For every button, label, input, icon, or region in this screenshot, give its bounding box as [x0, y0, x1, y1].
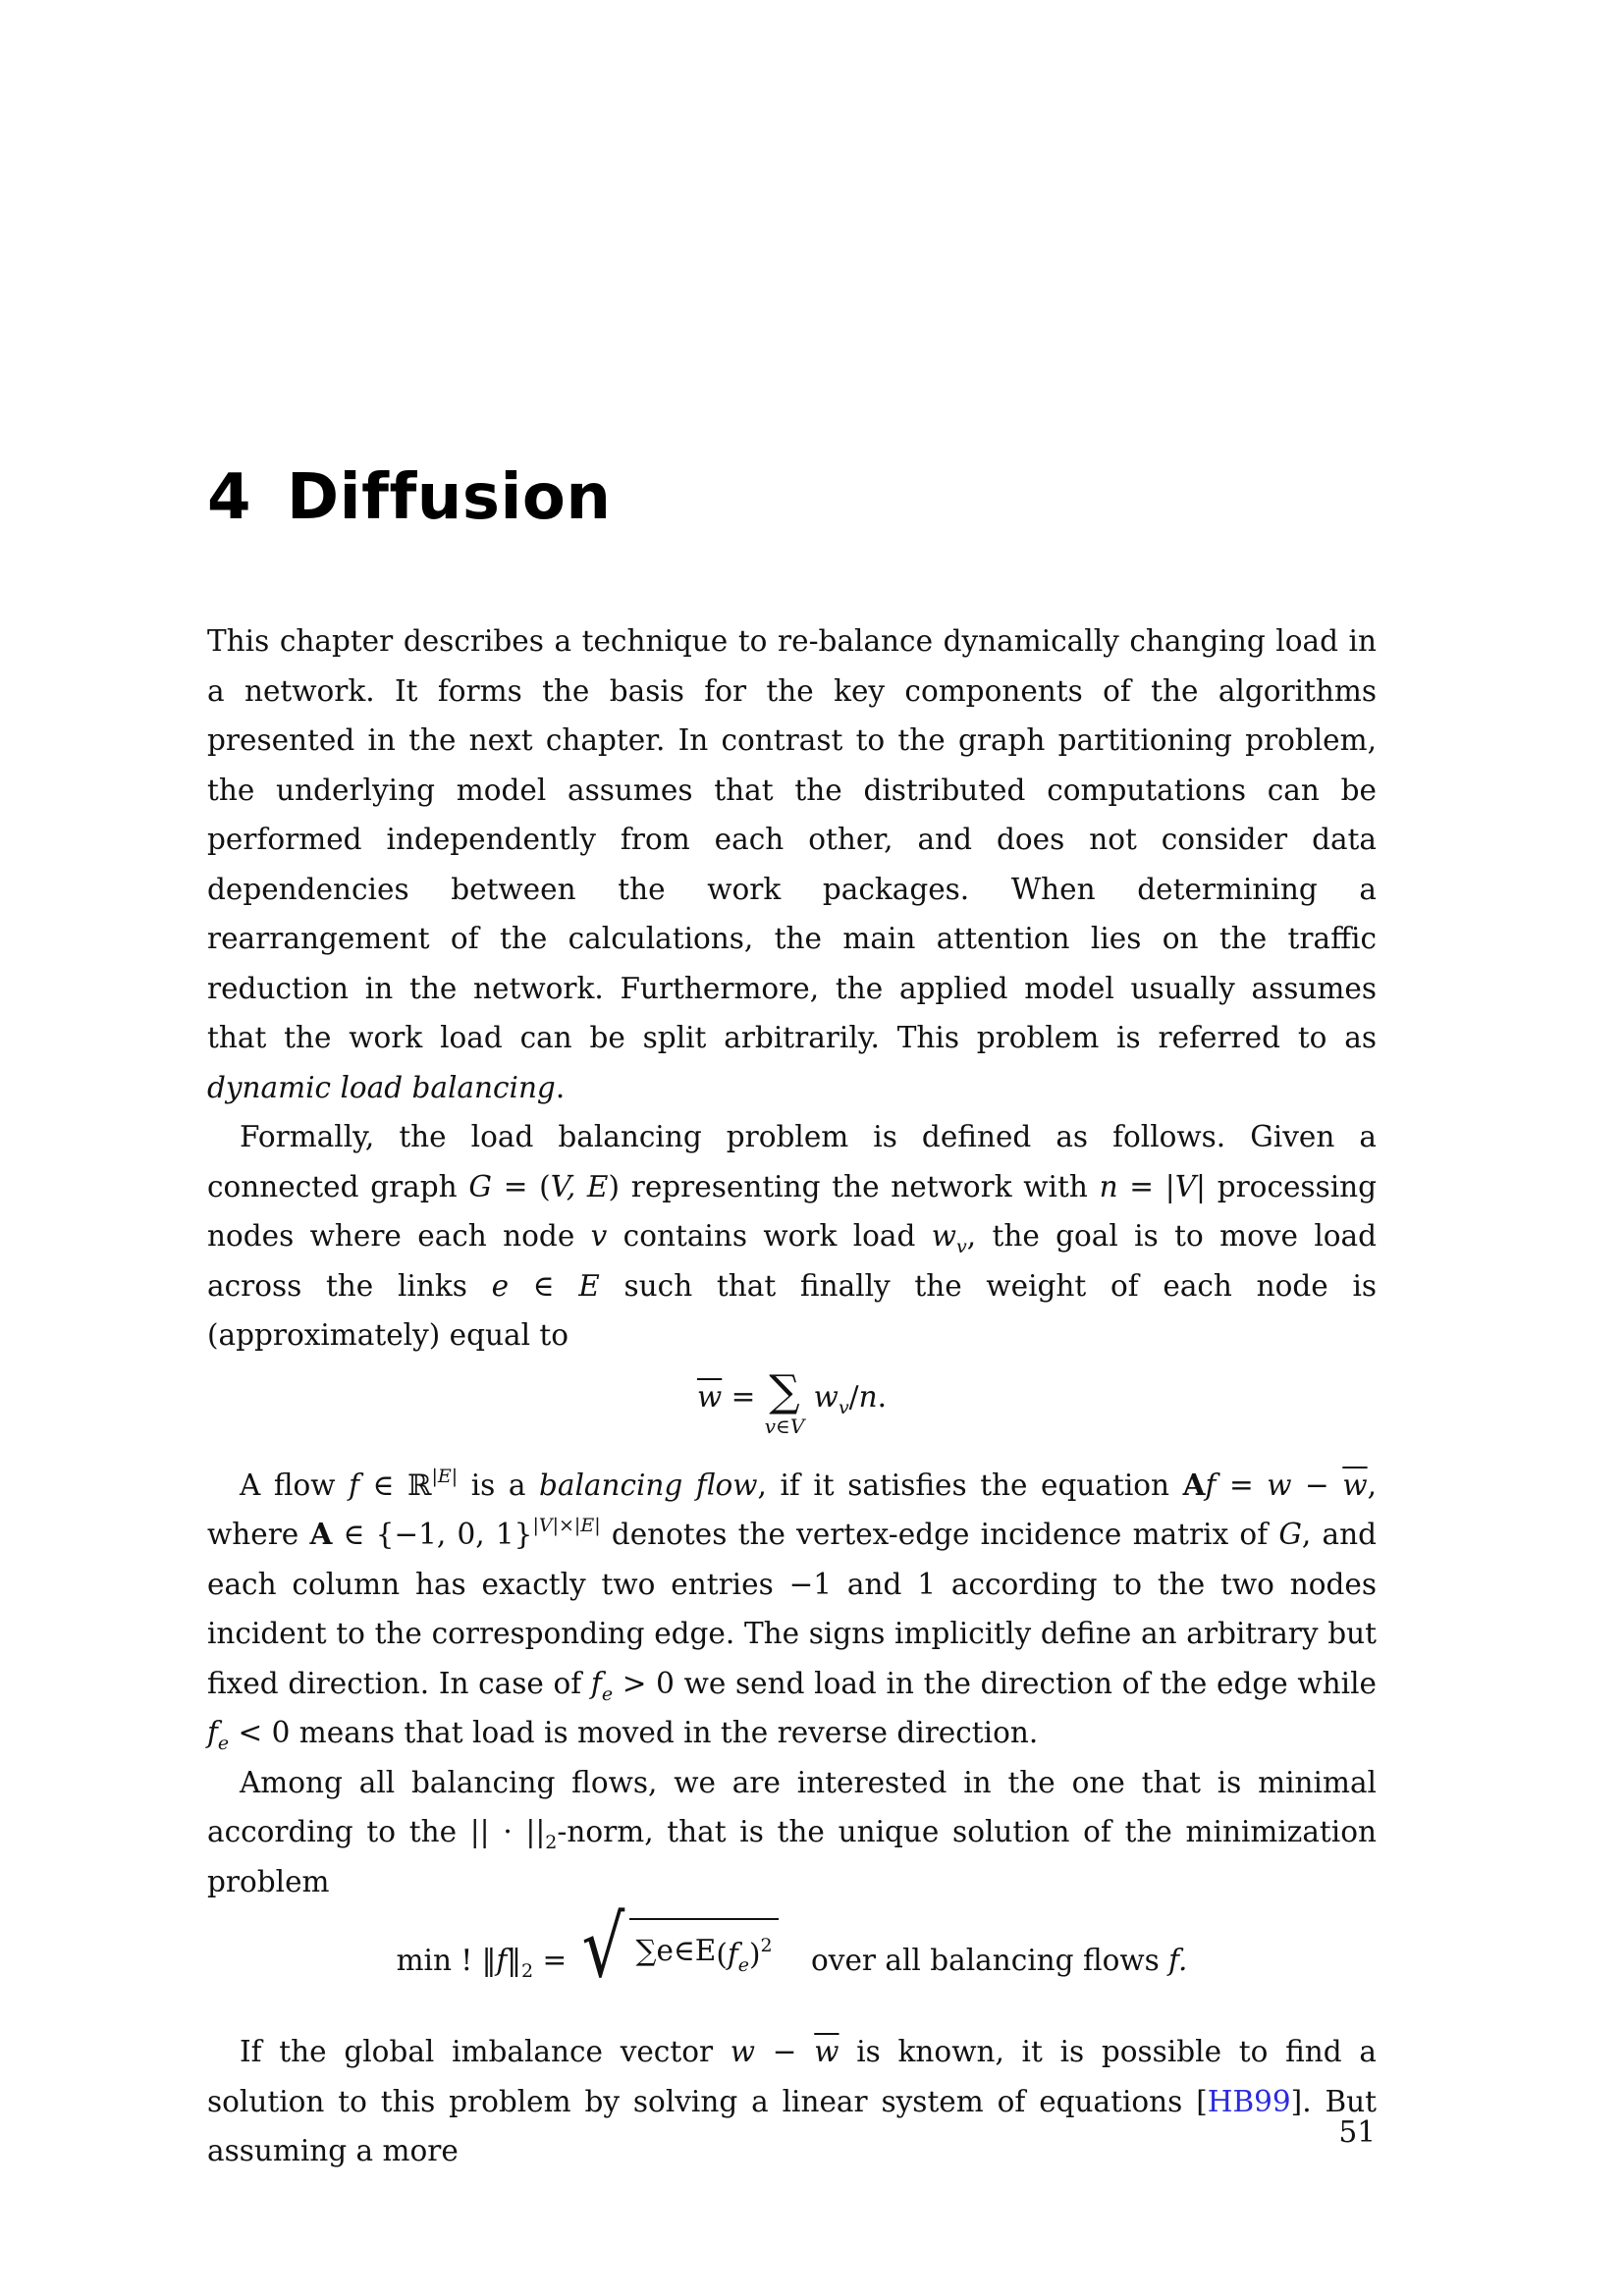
paragraph-4 [207, 1758, 1377, 1907]
chapter-number: 4 [207, 461, 252, 534]
paragraph-4-text: Among all balancing flows, we are interested in the one that is minimal according to the || · || [207, 1765, 1377, 1848]
paragraph-3-text-d: , where [207, 1468, 1377, 1551]
paragraph-3-text-g: we send load in the direction of the edge while [674, 1666, 1377, 1700]
term-dynamic-load-balancing: dynamic load balancing [207, 1070, 556, 1104]
paragraph-3-text-h: means that load is moved in the reverse direction. [290, 1716, 1039, 1749]
sum-symbol-2: ∑ [635, 1934, 657, 1967]
square-root: √ $\sum e\in E(f_e)^2$ [576, 1914, 779, 1987]
equation-2-subscript: e∈E [656, 1934, 717, 1967]
paragraph-1 [207, 616, 1377, 1112]
paragraph-5-text-b: is known, it is possible to find a solution to this problem by solving a linear system of equations [207, 2035, 1377, 2118]
paragraph-5-text-c: . But assuming a more [207, 2084, 1377, 2167]
chapter-title [207, 461, 611, 534]
paragraph-3-text-f: , and each column has exactly two entries −1 and 1 according to the two nodes incident to the corresponding edge. The signs implicitly define an arbitrary but fixed direction. In case of [207, 1518, 1377, 1700]
citation-link[interactable]: HB99 [1207, 2084, 1291, 2118]
page-number: 51 [1338, 2115, 1376, 2149]
paragraph-3-text-c: , if it satisfies the equation [757, 1468, 1183, 1502]
paragraph-3: A flow f ∈ ℝ$^{|E|}$ is a balancing flow, if it satisfies the equation $Af = w - \overline{w}$, where A ∈ {−1, 0, 1}$^{|V|\times|E|}$ denotes the vertex-edge incidence matrix of G, and each column has exactly two entries −1 and 1 according to the two nodes incident to the corresponding edge. The signs implicitly define an arbitrary but fixed direction. In case of $f_e > 0$ we send load in the direction of the edge while $f_e < 0$ means that load is moved in the reverse direction. [207, 1465, 1377, 1754]
math-graph: G [468, 1169, 492, 1203]
math-n: n [1099, 1169, 1118, 1203]
norm-subscript: 2 [545, 1832, 558, 1853]
paragraph-3-text-e: denotes the vertex-edge incidence matrix of [600, 1518, 1279, 1551]
math-e-in-E: e [491, 1268, 510, 1303]
equation-2-f: f. [1168, 1944, 1188, 1977]
body-text [207, 616, 1377, 2176]
paragraph-1-text: This chapter describes a technique to re-balance dynamically changing load in a network. It forms the basis for the key components of the algorithms presented in the next chapter. In contrast to the graph partitioning problem, the underlying model assumes that the distributed computations can be performed independently from each other, and does not consider data dependencies between the work packages. When determining a rearrangement of the calculations, the main attention lies on the traffic reduction in the network. Furthermore, the applied model usually assumes that the work load can be split arbitrarily. This problem is referred to as [207, 624, 1377, 1054]
sum-symbol: ∑ [769, 1365, 800, 1416]
paragraph-5-text-a: If the global imbalance vector [240, 2035, 731, 2068]
paragraph-2: Formally, the load balancing problem is defined as follows. Given a connected graph G = (V, E) representing the network with n = |V| processing nodes where each node v contains work load $w_v$, the goal is to move load across the links e ∈ E such that finally the weight of each node is (approximately) equal to [207, 1120, 1378, 1352]
period: . [555, 1070, 566, 1104]
equation-average-load: $\overline{w}$ = ∑ v∈V $w_v/n$. [696, 1365, 888, 1438]
paragraph-2-text-f: such that finally the weight of each node is (approximately) equal to [207, 1268, 1378, 1352]
radical-sign: √ [581, 1898, 624, 1997]
paragraph-3-text-b: is a [458, 1468, 539, 1502]
paragraph-3-text-a: A flow [240, 1468, 350, 1502]
math-v: v [590, 1219, 608, 1253]
paragraph-2-text-b: representing the network with [619, 1169, 1100, 1203]
paragraph-5: If the global imbalance vector $w - \overline{w}$ is known, it is possible to find a solution to this problem by solving a linear system of equations [HB99]. But assuming a more [207, 2035, 1377, 2167]
paragraph-4-text-end: -norm, that is the unique solution of the minimization problem [207, 1815, 1377, 1898]
paragraph-2-text-d: contains work load [607, 1219, 932, 1253]
equation-1-subscript: v∈V [764, 1414, 805, 1438]
chapter-title-text: Diffusion [287, 461, 612, 534]
equation-2-text: over all balancing flows [811, 1944, 1169, 1977]
term-balancing-flow: balancing flow [538, 1468, 758, 1502]
equation-minimization: min ! $‖f‖_2$ = √ $\sum e\in E(f_e)^2$ over all balancing flows f. [396, 1898, 1188, 1997]
math-wv: $w_v$ [931, 1219, 967, 1257]
paragraph-2-text-c: processing nodes where each node [207, 1169, 1378, 1253]
paragraph-2-text-a: Formally, the load balancing problem is defined as follows. Given a connected graph [207, 1120, 1377, 1203]
paragraph-2-text-e: , the goal is to move load across the links [207, 1219, 1377, 1303]
